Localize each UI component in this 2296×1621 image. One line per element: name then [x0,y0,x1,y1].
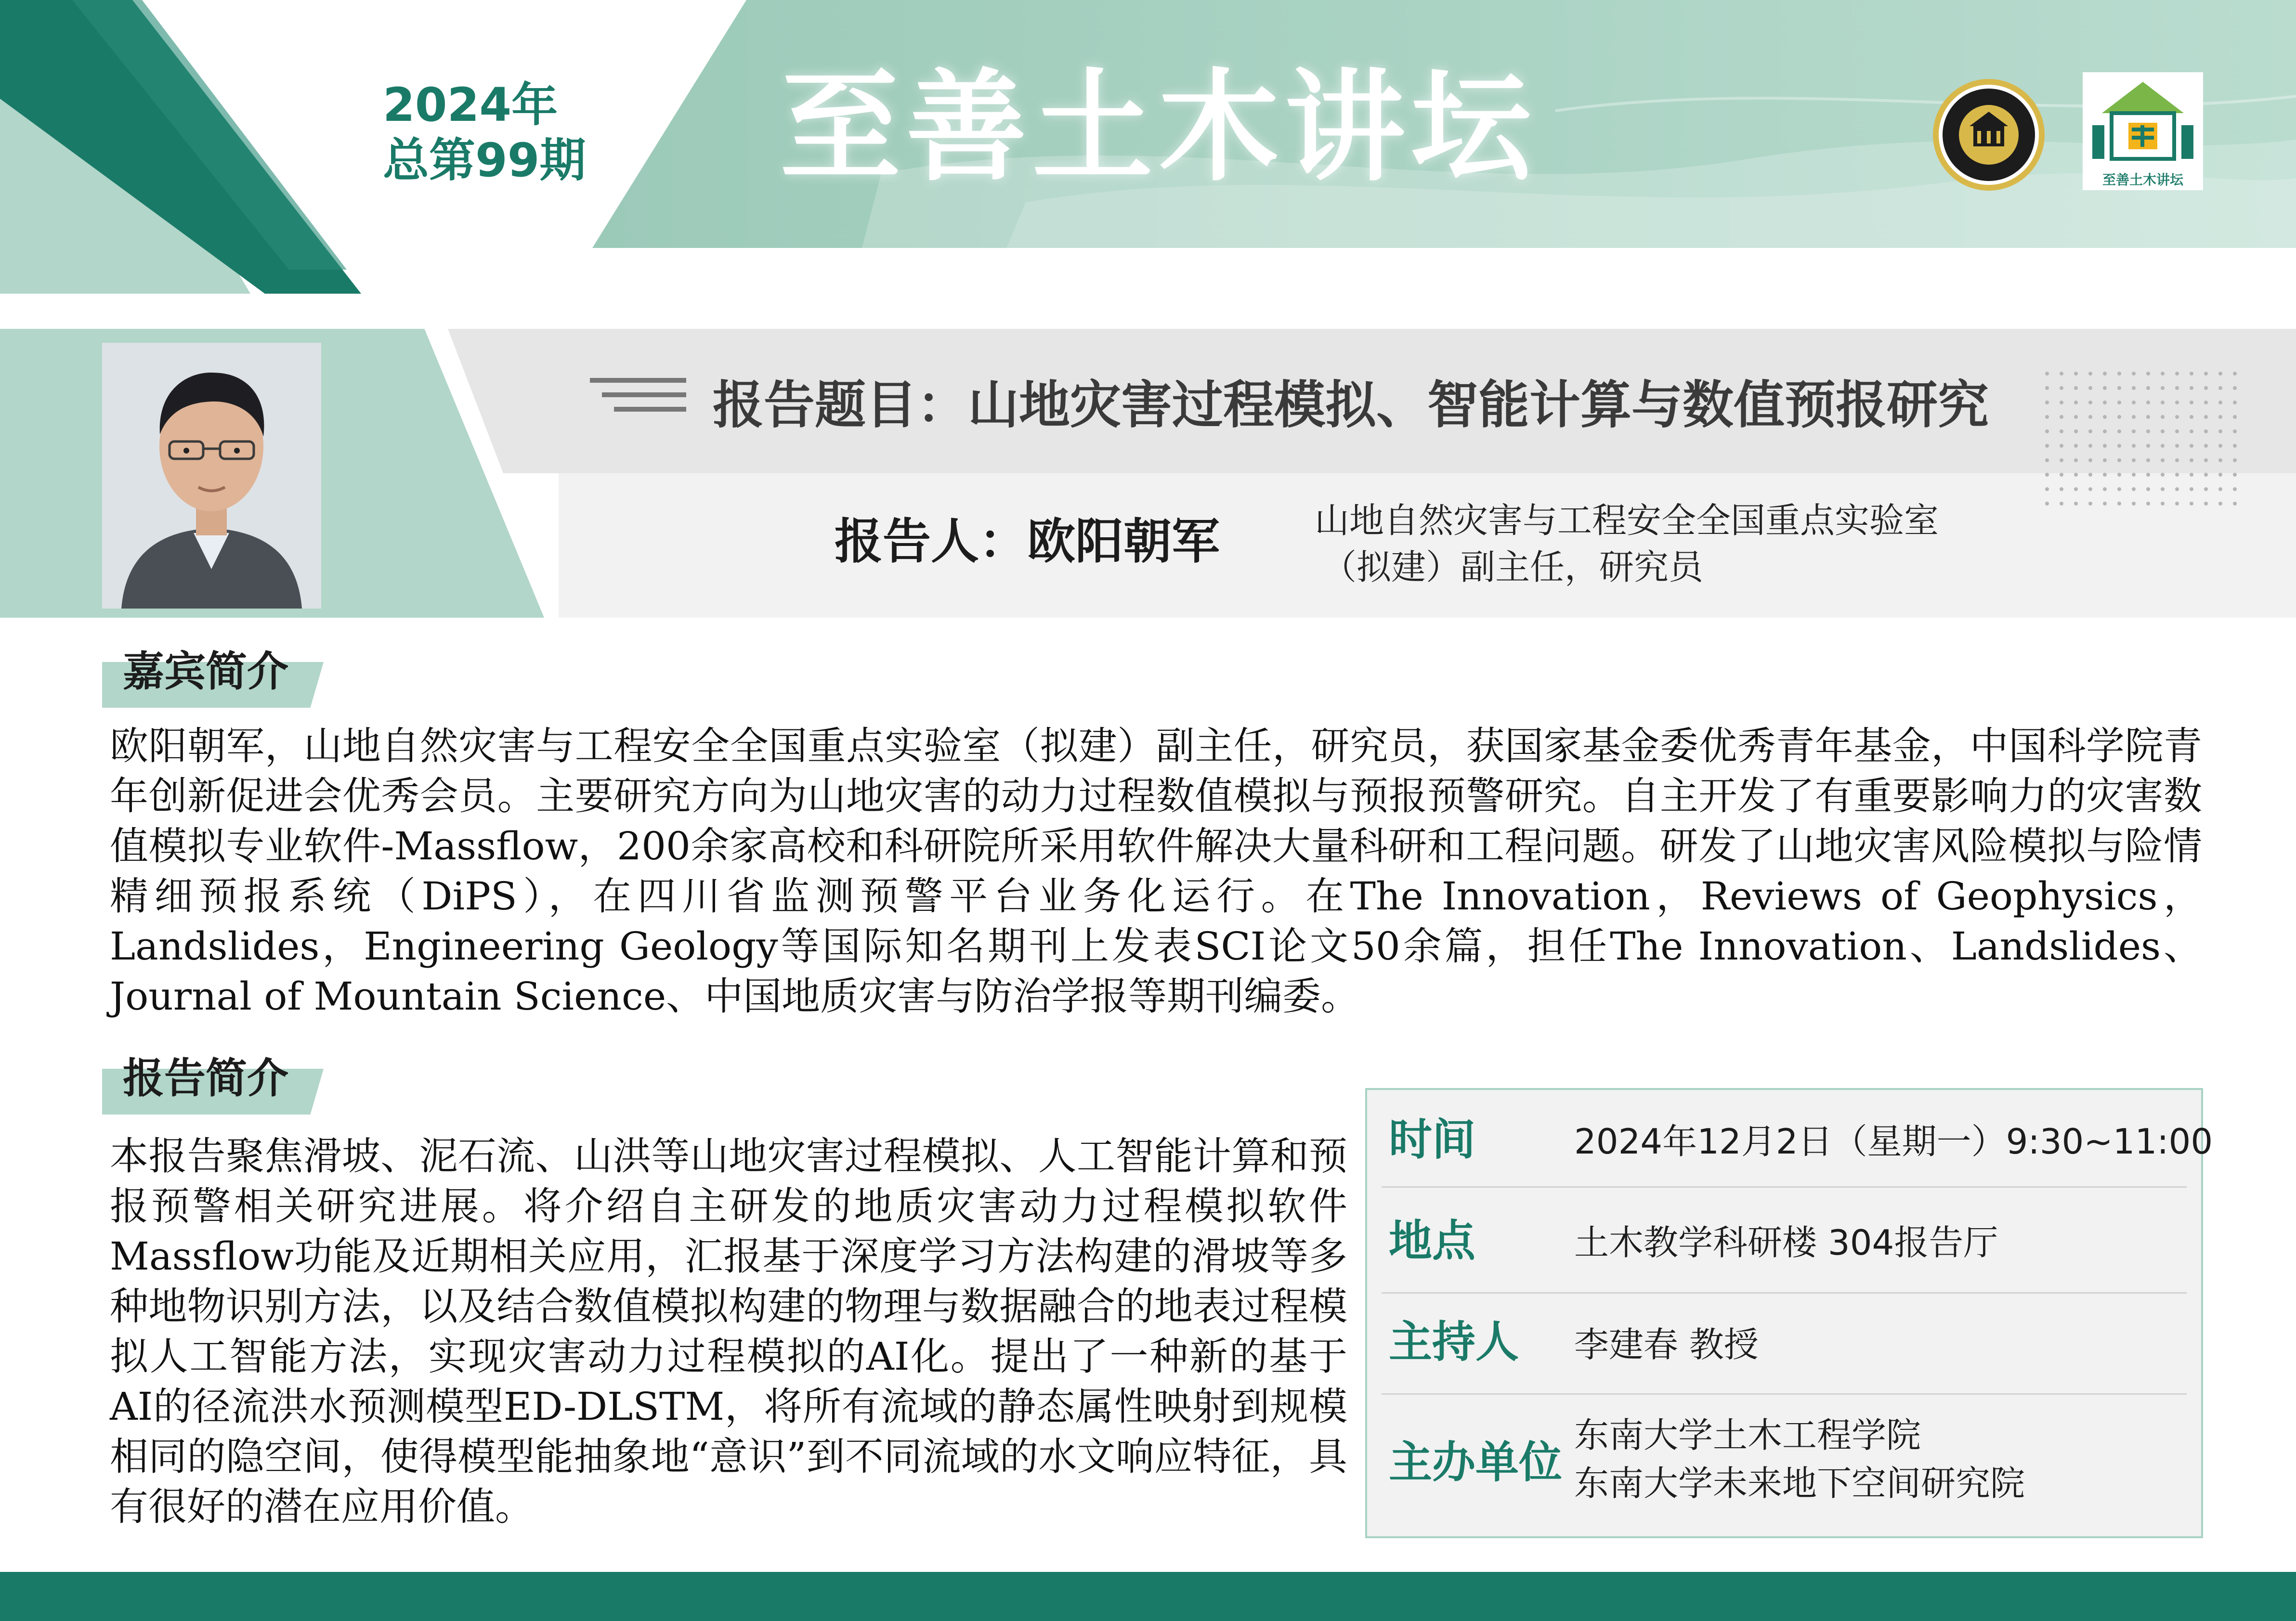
organizer-label: 主办单位 [1389,1437,1562,1488]
organizer-value-1: 东南大学土木工程学院 [1574,1415,1921,1455]
place-value: 土木教学科研楼 304报告厅 [1574,1222,1998,1263]
dot-pattern-decoration [2044,371,2246,510]
speaker-affiliation-line2: （拟建）副主任，研究员 [1322,547,1704,587]
divider [1382,1292,2187,1294]
host-label: 主持人 [1389,1317,1519,1367]
host-value: 李建春 教授 [1574,1324,1759,1365]
southeast-university-logo [1931,77,2047,193]
time-label: 时间 [1389,1115,1475,1165]
abstract-section-title: 报告简介 [123,1054,288,1102]
time-value: 2024年12月2日（星期一）9:30~11:00 [1574,1121,2213,1162]
event-info-box [1365,1088,2213,1538]
speaker-name: 报告人：欧阳朝军 [835,513,1220,570]
forum-title: 至善土木讲坛 [780,57,1537,197]
topic-lines-icon [590,378,686,421]
speaker-photo [102,343,321,609]
issue-label: 总第99期 [383,133,586,187]
organizer-value-2: 东南大学未来地下空间研究院 [1574,1463,2025,1504]
divider [1382,1186,2187,1188]
speaker-affiliation-line1: 山地自然灾害与工程安全全国重点实验室 [1315,500,1939,541]
bio-section-title: 嘉宾简介 [123,648,288,696]
place-label: 地点 [1389,1216,1475,1266]
header-left-decoration [0,0,366,294]
report-topic: 报告题目：山地灾害过程模拟、智能计算与数值预报研究 [713,376,1989,435]
footer-bar [0,1572,2296,1621]
divider [1382,1393,2187,1395]
bio-paragraph: 欧阳朝军，山地自然灾害与工程安全全国重点实验室（拟建）副主任，研究员，获国家基金委优秀青年基金，中国科学院青年创新促进会优秀会员。主要研究方向为山地灾害的动力过程数值模拟与预报预警研究。自主开发了有重要影响力的灾害数值模拟专业软件-Massflow，200余家高校和科研院所采用软件解决大量科研和工程问题。研发了山地灾害风险模拟与险情精细预报系统（DiPS），在四川省监测预警平台业务化运行。在The Innovation，Reviews of Geophysics，Landslides，Engineering Geology等国际知名期刊上发表SCI论文50余篇，担任The Innovation、Landslides、Journal of Mountain Science、中国地质灾害与防治学报等期刊编委。 [110,724,2202,1019]
year-label: 2024年 [383,78,558,132]
speaker-band [559,473,2296,618]
forum-logo-caption: 至善土木讲坛 [2102,172,2183,188]
abstract-paragraph: 本报告聚焦滑坡、泥石流、山洪等山地灾害过程模拟、人工智能计算和预报预警相关研究进展。将介绍自主研发的地质灾害动力过程模拟软件Massflow功能及近期相关应用，汇报基于深度学习方法构建的滑坡等多种地物识别方法，以及结合数值模拟构建的物理与数据融合的地表过程模拟人工智能方法，实现灾害动力过程模拟的AI化。提出了一种新的基于AI的径流洪水预测模型ED-DLSTM，将所有流域的静态属性映射到规模相同的隐空间，使得模型能抽象地“意识”到不同流域的水文响应特征，具有很好的潜在应用价值。 [110,1134,1347,1529]
